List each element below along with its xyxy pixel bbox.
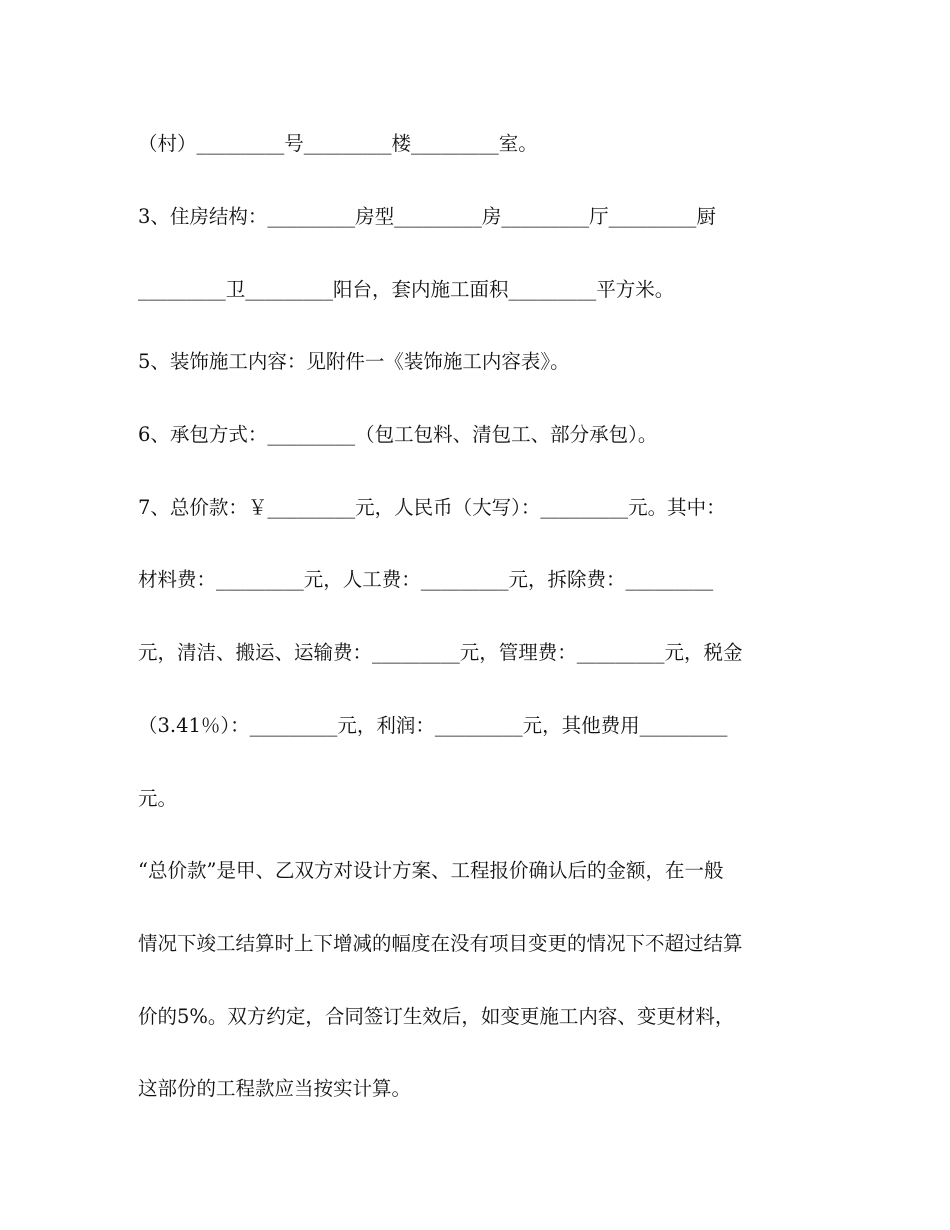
text-line-agreement: 价的5%。双方约定，合同签订生效后，如变更施工内容、变更材料， (138, 1005, 735, 1028)
text-line-decoration-content: 5、装饰施工内容：见附件一《装饰施工内容表》。 (138, 350, 570, 373)
text-line-settlement: 情况下竣工结算时上下增减的幅度在没有项目变更的情况下不超过结算 (138, 932, 743, 955)
text-line-total-price-definition: “总价款”是甲、乙双方对设计方案、工程报价确认后的金额，在一般 (138, 859, 724, 882)
text-line-housing-structure: 3、住房结构：_________房型_________房_________厅_________厨 (138, 205, 716, 228)
text-line-tax-profit: （3.41％）：_________元，利润：_________元，其他费用_________ (138, 714, 728, 737)
text-line-contract-method: 6、承包方式：_________（包工包料、清包工、部分承包）。 (138, 423, 658, 446)
text-line-cleaning-fees: 元，清洁、搬运、运输费：_________元，管理费：_________元，税金 (138, 641, 743, 664)
text-line-village-room: （村）_________号_________楼_________室。 (138, 132, 538, 155)
text-line-actual-calculation: 这部份的工程款应当按实计算。 (138, 1077, 412, 1100)
text-line-yuan: 元。 (138, 787, 178, 810)
text-line-construction-area: _________卫_________阳台，套内施工面积_________平方米。 (138, 278, 675, 301)
text-line-material-fees: 材料费：_________元，人工费：_________元，拆除费：_________ (138, 568, 714, 591)
text-line-total-price: 7、总价款：￥_________元，人民币（大写）：_________元。其中： (138, 496, 726, 519)
